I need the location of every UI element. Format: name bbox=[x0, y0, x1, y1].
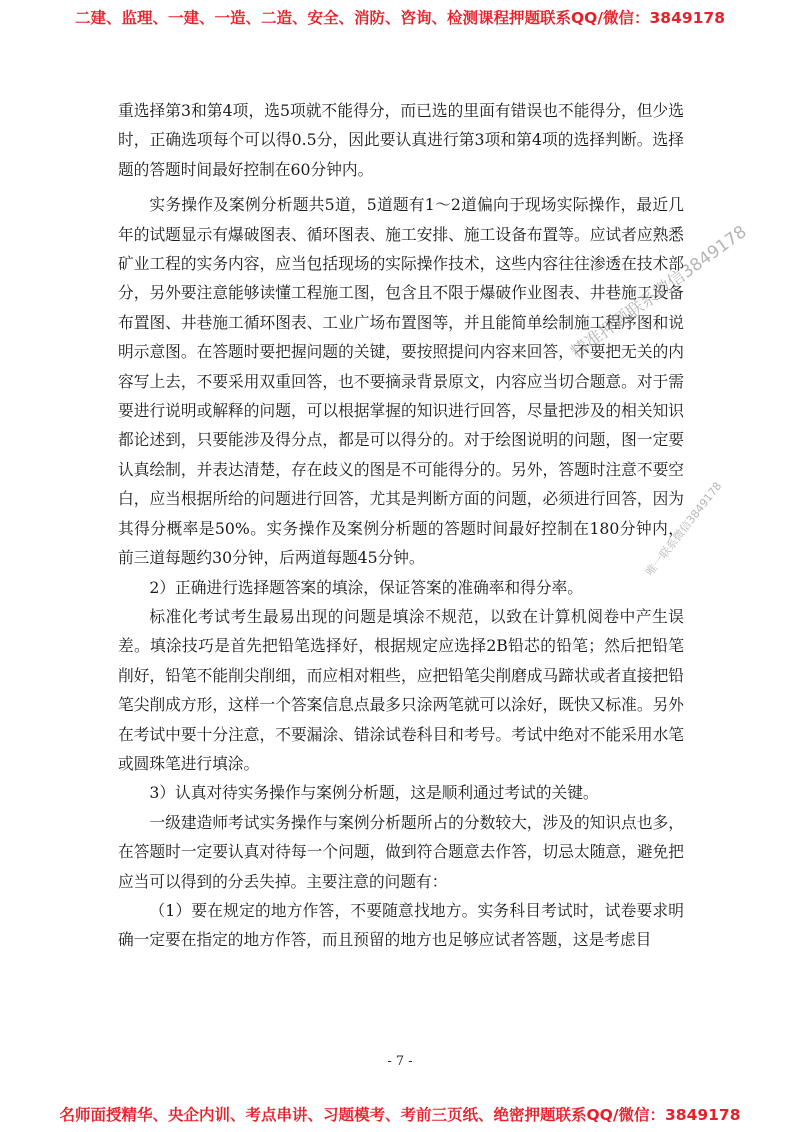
paragraph-answer-filling: 标准化考试考生最易出现的问题是填涂不规范，以致在计算机阅卷中产生误差。填涂技巧是首先把铅笔选择好，根据规定应选择2B铅芯的铅笔；然后把铅笔削好，铅笔不能削尖削细，而应相对粗些，应把铅笔尖削磨成马蹄状或者直接把铅笔尖削成方形，这样一个答案信息点最多只涂两笔就可以涂好，既快又标准。另外在考试中要十分注意，不要漏涂、错涂试卷科目和考号。考试中绝对不能采用水笔或圆珠笔进行填涂。 bbox=[118, 606, 684, 773]
heading-item-3: 3）认真对待实务操作与案例分析题，这是顺利通过考试的关键。 bbox=[149, 783, 599, 803]
document-body bbox=[118, 96, 684, 955]
paragraph-case-analysis: 实务操作及案例分析题共5道，5道题有1～2道偏向于现场实际操作，最近几年的试题显示有爆破图表、循环图表、施工安排、施工设备布置等。应试者应熟悉矿业工程的实务内容，应当包括现场的实际操作技术，这些内容往往渗透在技术部分，另外要注意能够读懂工程施工图，包含且不限于爆破作业图表、井巷施工设备布置图、井巷施工循环图表、工业广场布置图等，并且能简单绘制施工程序图和说明示意图。在答题时要把握问题的关键，要按照提问内容来回答，不要把无关的内容写上去，不要采用双重回答，也不要摘录背景原文，内容应当切合题意。对于需要进行说明或解释的问题，可以根据掌握的知识进行回答，尽量把涉及的相关知识都论述到，只要能涉及得分点，都是可以得分的。对于绘图说明的问题，图一定要认真绘制，并表达清楚，存在歧义的图是不可能得分的。另外，答题时注意不要空白，应当根据所给的问题进行回答，尤其是判断方面的问题，必须进行回答，因为其得分概率是50%。实务操作及案例分析题的答题时间最好控制在180分钟内，前三道每题约30分钟，后两道每题45分钟。 bbox=[118, 195, 684, 568]
paragraph-answer-location: （1）要在规定的地方作答，不要随意找地方。实务科目考试时，试卷要求明确一定要在指定的地方作答，而且预留的地方也足够应试者答题，这是考虑目 bbox=[118, 900, 684, 950]
heading-item-2: 2）正确进行选择题答案的填涂，保证答案的准确率和得分率。 bbox=[149, 577, 583, 597]
paragraph-choice-continuation: 重选择第3和第4项，选5项就不能得分，而已选的里面有错误也不能得分，但少选时，正确选项每个可以得0.5分，因此要认真进行第3项和第4项的选择判断。选择题的答题时间最好控制在60分钟内。 bbox=[118, 101, 684, 179]
watermark-large: 精准押题联系微信3849178 bbox=[567, 221, 751, 363]
header-promo-banner: 二建、监理、一建、一造、二造、安全、消防、咨询、检测课程押题联系QQ/微信：3849178 bbox=[74, 9, 725, 27]
paragraph-case-importance: 一级建造师考试实务操作与案例分析题所占的分数较大，涉及的知识点也多，在答题时一定要认真对待每一个问题，做到符合题意去作答，切忌太随意，避免把应当可以得到的分丢失掉。主要注意的问题有： bbox=[118, 812, 684, 891]
watermark-small: 唯一联系微信3849178 bbox=[643, 479, 725, 579]
page-number: - 7 - bbox=[387, 1054, 413, 1069]
footer-promo-banner: 名师面授精华、央企内训、考点串讲、习题模考、考前三页纸、绝密押题联系QQ/微信：3849178 bbox=[59, 1106, 741, 1124]
